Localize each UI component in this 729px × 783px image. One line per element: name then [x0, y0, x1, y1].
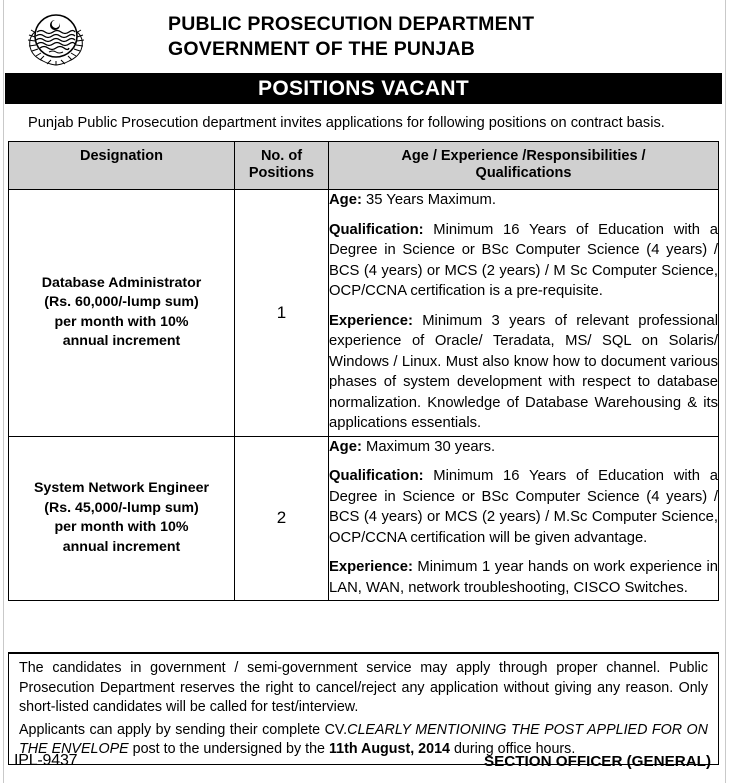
positions-table: [8, 141, 719, 601]
designation-line: annual increment: [62, 333, 181, 350]
designation-line: (Rs. 60,000/-lump sum): [44, 294, 199, 311]
detail-label: Qualification:: [329, 468, 424, 484]
column-header-details: [329, 142, 718, 189]
column-header-positions: [234, 142, 329, 189]
column-header-positions-line1: No. of: [260, 148, 303, 164]
detail-age: [329, 437, 718, 458]
page-right-edge: [725, 0, 726, 783]
table-row: [9, 437, 718, 602]
detail-age: [329, 190, 718, 211]
designation-line: annual increment: [62, 538, 181, 555]
column-header-designation: Designation: [9, 142, 234, 189]
detail-qualification: [329, 220, 718, 302]
detail-qualification: [329, 466, 718, 548]
detail-label: Experience:: [329, 559, 413, 575]
designation-line: per month with 10%: [54, 519, 189, 536]
note-apply-middle: post to the undersigned by the: [128, 741, 329, 757]
detail-label: Age:: [329, 192, 362, 208]
detail-text: Minimum 1 year hands on work experience in LAN, WAN, network troubleshooting, CISCO Switches.: [329, 559, 718, 596]
organization-titles: [106, 12, 722, 62]
designation-line: (Rs. 45,000/-lump sum): [44, 499, 199, 516]
positions-vacant-banner: [5, 73, 722, 104]
punjab-government-emblem-icon: [25, 8, 87, 66]
detail-text: Minimum 16 Years of Education with a Degree in Science or BSc Computer Science (4 years) / BCS (4 years) or MCS (2 years) / M.Sc Computer Science, OCP/CCNA certification will be given advantage.: [329, 468, 718, 546]
emblem-container: [6, 8, 106, 66]
department-name: PUBLIC PROSECUTION DEPARTMENT: [168, 13, 535, 35]
page-left-edge: [3, 0, 4, 783]
table-header-row: [9, 142, 718, 190]
detail-text: Maximum 30 years.: [361, 438, 496, 455]
detail-text: Minimum 3 years of relevant professional experience of Oracle/ Teradata, MS/ SQL on Solaris/ Windows / Linux. Must also know how to document various phases of system development with respect to database normalization. Knowledge of Database Warehousing & its applications essentials.: [329, 312, 718, 431]
table-body: [9, 190, 718, 601]
table-header: [9, 142, 718, 190]
document-header: [6, 4, 722, 70]
table-row: [9, 190, 718, 437]
detail-text: Minimum 16 Years of Education with a Degree in Science or BSc Computer Science (4 years) / BCS (4 years) or MCS (2 years) / M Sc Computer Science, OCP/CCNA certification is a pre-requisite.: [329, 221, 718, 299]
detail-label: Qualification:: [329, 221, 424, 238]
note-apply-prefix: Applicants can apply by sending their complete CV.: [19, 721, 348, 738]
row-details: [329, 437, 718, 601]
detail-experience: [329, 557, 718, 598]
signatory-title: SECTION OFFICER (GENERAL): [484, 752, 711, 770]
detail-experience: [329, 311, 718, 434]
row-details: [329, 190, 718, 436]
note-deadline-date: 11th August, 2014: [328, 741, 450, 757]
intro-section: [8, 107, 720, 138]
row-positions-count: 2: [234, 437, 329, 601]
note-general-instructions: The candidates in government / semi-government service may apply through proper channel. Public Prosecution Department reserves the right to cancel/reject any application without giving any reason. Only short-listed candidates will be called for test/interview.: [19, 660, 708, 715]
designation-line: Database Administrator: [41, 274, 202, 291]
intro-text: Punjab Public Prosecution department invites applications for following positions on contract basis.: [28, 114, 665, 131]
note-envelope-instruction: CLEARLY MENTIONING THE POST APPLIED FOR ON THE ENVELOPE: [19, 721, 708, 757]
bottom-strip: [8, 752, 719, 770]
designation-line: per month with 10%: [54, 313, 189, 330]
column-header-details-line1: Age / Experience /Responsibilities /: [401, 148, 646, 164]
column-header-positions-line2: Positions: [248, 165, 315, 181]
detail-label: Age:: [329, 438, 362, 455]
footer-notes: [8, 652, 719, 765]
banner-title: POSITIONS VACANT: [258, 76, 469, 100]
row-designation: [9, 190, 234, 436]
designation-line: System Network Engineer: [33, 480, 210, 497]
note-apply-suffix: during office hours.: [450, 741, 576, 757]
government-name: GOVERNMENT OF THE PUNJAB: [168, 38, 476, 60]
column-header-details-line2: Qualifications: [475, 165, 572, 181]
detail-text: 35 Years Maximum.: [361, 192, 496, 208]
row-positions-count: 1: [234, 190, 329, 436]
row-designation: [9, 437, 234, 601]
reference-code: IPL-9437: [14, 752, 78, 769]
detail-label: Experience:: [329, 312, 413, 329]
